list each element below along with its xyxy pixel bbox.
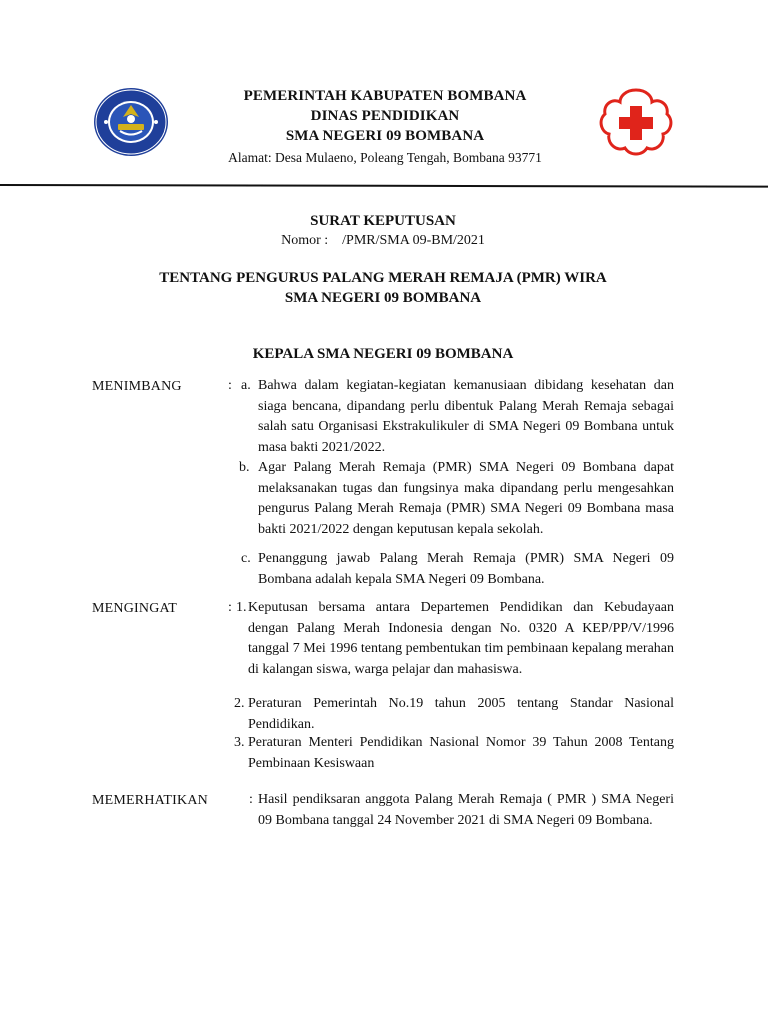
red-cross-icon: [597, 84, 675, 162]
memerhatikan-text: Hasil pendiksaran anggota Palang Merah Remaja ( PMR ) SMA Negeri 09 Bombana tanggal 24 November 2021 di SMA Negeri 09 Bombana.: [258, 792, 674, 828]
letterhead-government: PEMERINTAH KABUPATEN BOMBANA: [243, 88, 527, 104]
issuer-heading: KEPALA SMA NEGERI 09 BOMBANA: [252, 346, 514, 362]
item-marker: c.: [241, 551, 251, 566]
subject-line-2: SMA NEGERI 09 BOMBANA: [284, 290, 482, 306]
section-colon-memerhatikan: :: [249, 792, 253, 807]
item-marker: b.: [239, 460, 250, 475]
letterhead-school: SMA NEGERI 09 BOMBANA: [285, 128, 485, 144]
item-marker: a.: [241, 378, 251, 393]
item-marker: 3.: [234, 735, 245, 750]
document-title: SURAT KEPUTUSAN: [310, 213, 456, 229]
section-colon-menimbang: :: [228, 378, 232, 393]
document-number: [100, 232, 666, 250]
item-text: Keputusan bersama antara Departemen Pendidikan dan Kebudayaan dengan Palang Merah Indonesia dengan No. 0320 A KEP/PP/V/1996 tanggal 7 Mei 1996 tentang pembentukan tim pembinaan kepalang merahan di kalangan siswa, warga pelajar dan mahasiswa.: [248, 600, 674, 677]
item-text: Agar Palang Merah Remaja (PMR) SMA Negeri 09 Bombana dapat melaksanakan tugas dan fungsinya maka dipandang perlu mengesahkan pengurus Palang Merah Remaja (PMR) SMA Negeri 09 Bombana masa bakti 2021/2022 dengan keputusan kepala sekolah.: [258, 460, 674, 537]
item-text: Bahwa dalam kegiatan-kegiatan kemanusiaan dibidang kesehatan dan siaga bencana, dipandang perlu dibentuk Palang Merah Remaja sebagai salah satu Organisasi Ekstrakulikuler di SMA Negeri 09 Bombana untuk masa bakti 2021/2022.: [258, 378, 674, 455]
item-marker: 2.: [234, 696, 245, 711]
subject-line-1: TENTANG PENGURUS PALANG MERAH REMAJA (PMR) WIRA: [159, 270, 607, 286]
menimbang-item-b: [239, 458, 674, 540]
school-emblem-icon: [92, 86, 170, 158]
menimbang-item-a: [241, 376, 674, 458]
item-text: Peraturan Pemerintah No.19 tahun 2005 tentang Standar Nasional Pendidikan.: [248, 696, 674, 732]
mengingat-item-3: [234, 733, 674, 774]
item-text: Peraturan Menteri Pendidikan Nasional Nomor 39 Tahun 2008 Tentang Pembinaan Kesiswaan: [248, 735, 674, 771]
letterhead-address: Alamat: Desa Mulaeno, Poleang Tengah, Bombana 93771: [228, 150, 542, 165]
document-number-label: Nomor :: [281, 233, 329, 248]
mengingat-item-1: [236, 598, 674, 680]
item-marker: 1.: [236, 600, 247, 615]
section-label-mengingat: MENGINGAT: [92, 601, 178, 616]
letterhead-department: DINAS PENDIDIKAN: [310, 108, 460, 124]
section-label-memerhatikan: MEMERHATIKAN: [92, 793, 208, 808]
section-label-menimbang: MENIMBANG: [92, 379, 182, 394]
letterhead-divider: [0, 184, 768, 188]
document-subject: [100, 268, 666, 308]
item-text: Penanggung jawab Palang Merah Remaja (PMR) SMA Negeri 09 Bombana adalah kepala SMA Negeri 09 Bombana.: [258, 551, 674, 587]
menimbang-item-c: [241, 549, 674, 590]
mengingat-item-2: [234, 694, 674, 735]
section-colon-mengingat: :: [228, 600, 232, 615]
document-number-value: /PMR/SMA 09-BM/2021: [342, 233, 485, 248]
letterhead: [170, 86, 600, 170]
